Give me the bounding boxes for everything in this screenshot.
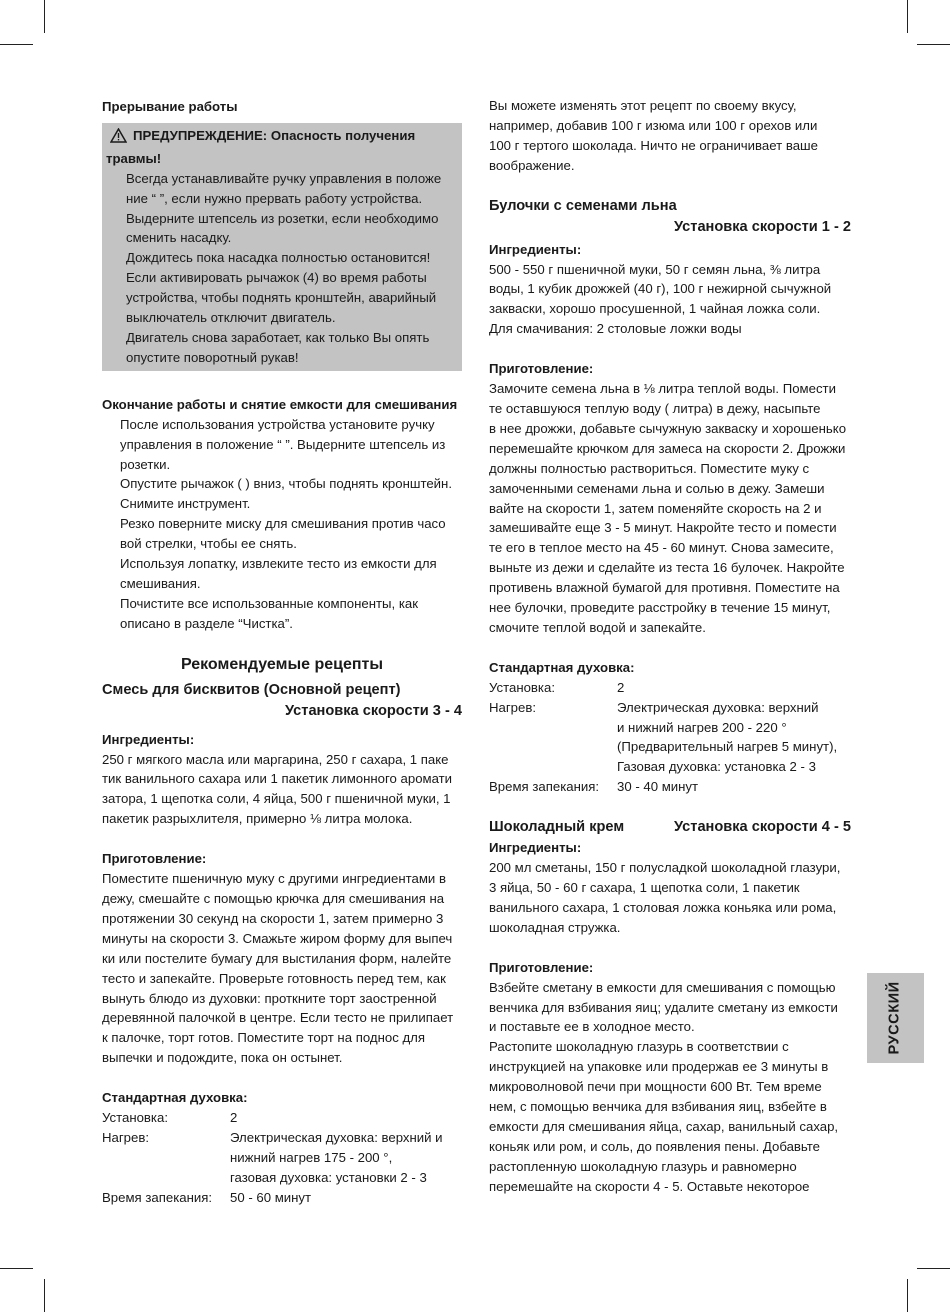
oven-heat-key: Нагрев: xyxy=(102,1129,150,1145)
text-line: 200 мл сметаны, 150 г полусладкой шоколадной глазури, xyxy=(489,860,841,876)
crop-mark xyxy=(917,1268,950,1269)
text-line: Если активировать рычажок (4) во время работы xyxy=(126,270,427,286)
oven-setting-key: Установка: xyxy=(489,679,555,695)
text-line: Резко поверните миску для смешивания против часо xyxy=(120,516,446,532)
flax-preparation xyxy=(489,379,851,638)
text-line: ки или постелите бумагу для выстилания форм, налейте xyxy=(102,950,452,966)
biscuit-preparation xyxy=(102,869,462,1068)
oven-time-row xyxy=(489,777,851,797)
text-line: Двигатель снова заработает, как только Вы опять xyxy=(126,329,430,345)
text-line: Растопите шоколадную глазурь в соответствии с xyxy=(489,1039,789,1055)
crop-mark xyxy=(0,1268,33,1269)
oven-heat-row xyxy=(102,1128,462,1188)
text-line: тесто и запекайте. Проверьте готовность перед тем, как xyxy=(102,970,446,986)
text-line: например, добавив 100 г изюма или 100 г орехов или xyxy=(489,117,818,133)
flax-ingredients-label: Ингредиенты: xyxy=(489,241,582,257)
warning-title-text: ПРЕДУПРЕЖДЕНИЕ: Опасность получения травмы! xyxy=(106,127,416,166)
oven-time-key: Время запекания: xyxy=(489,779,600,795)
text-line: деревянной палочкой в центре. Если тесто не прилипает xyxy=(102,1010,454,1026)
choc-preparation xyxy=(489,978,851,1197)
oven-heat-value xyxy=(617,698,851,778)
choc-title: Шоколадный крем xyxy=(489,819,625,836)
text-line: емкости для смешивания яйца, сахар, ванильный сахар, xyxy=(489,1118,839,1134)
text-line: дежу, смешайте с помощью крючка для смешивания на xyxy=(102,891,445,906)
language-tab xyxy=(867,973,924,1063)
text-line: Взбейте сметану в емкости для смешивания с помощью xyxy=(489,979,836,995)
text-line: смочите теплой водой и запекайте. xyxy=(489,619,706,635)
text-line: воображение. xyxy=(489,157,575,173)
oven-setting-value: 2 xyxy=(230,1110,238,1126)
text-line: После использования устройства установите ручку xyxy=(120,416,435,432)
oven-time-row xyxy=(102,1188,462,1208)
text-line: те оставшуюся теплую воду ( литра) в дежу, насыпьте xyxy=(489,400,821,416)
warning-title xyxy=(106,126,462,169)
text-line: воды, 1 кубик дрожжей (40 г), 100 г нежирной сычужной xyxy=(489,281,832,297)
text-line: и нижний нагрев 200 - 220 ° xyxy=(617,719,787,735)
text-line: должны полностью раствориться. Поместите муку с xyxy=(489,460,810,476)
crop-mark xyxy=(907,0,908,33)
choc-ingredients-label: Ингредиенты: xyxy=(489,840,582,856)
oven-setting-row xyxy=(489,678,851,698)
biscuit-title: Смесь для бисквитов (Основной рецепт) xyxy=(102,681,401,698)
text-line: замешивайте еще 3 - 5 минут. Накройте тесто и помести xyxy=(489,520,837,536)
text-line: перемешайте крючком для замеса на скорости 2. Дрожжи xyxy=(489,440,846,456)
text-line: Поместите пшеничную муку с другими ингредиентами в xyxy=(102,871,446,887)
text-line: смешивания. xyxy=(120,575,201,591)
text-line: растопленную шоколадную глазурь и равномерно xyxy=(489,1158,797,1174)
text-line: вой стрелки, чтобы ее снять. xyxy=(120,536,297,552)
oven-time-value: 50 - 60 минут xyxy=(230,1189,312,1205)
oven-time-key: Время запекания: xyxy=(102,1189,213,1205)
text-line: и поставьте ее в холодное место. xyxy=(489,1019,695,1035)
flax-speed: Установка скорости 1 - 2 xyxy=(674,218,851,235)
text-line: Дождитесь пока насадка полностью остановится! xyxy=(126,250,431,266)
flax-prep-label: Приготовление: xyxy=(489,361,594,377)
text-line: управления в положение “ ”. Выдерните штепсель из xyxy=(120,436,446,452)
text-line: (Предварительный нагрев 5 минут), xyxy=(617,739,838,755)
text-line: Опустите рычажок ( ) вниз, чтобы поднять кронштейн. xyxy=(120,476,452,492)
text-line: Для смачивания: 2 столовые ложки воды xyxy=(489,321,742,337)
text-line: венчика для взбивания яиц; удалите сметану из емкости xyxy=(489,999,838,1015)
crop-mark xyxy=(0,44,33,45)
interrupt-heading: Прерывание работы xyxy=(102,99,238,114)
text-line: 250 г мягкого масла или маргарина, 250 г сахара, 1 паке xyxy=(102,751,449,767)
oven-heat-key: Нагрев: xyxy=(489,699,537,715)
text-line: 100 г тертого шоколада. Ничто не ограничивает ваше xyxy=(489,137,818,153)
text-line: микроволновой печи при мощности 600 Вт. Тем време xyxy=(489,1079,822,1095)
text-line: опустите поворотный рукав! xyxy=(126,349,299,365)
finish-text xyxy=(102,415,462,634)
text-line: протяжении 30 секунд на скорости 1, затем примерно 3 xyxy=(102,910,444,926)
crop-mark xyxy=(907,1279,908,1312)
text-line: в нее дрожжи, добавьте сычужную закваску и хорошенько xyxy=(489,420,847,436)
oven-setting-value: 2 xyxy=(617,679,625,695)
text-line: Почистите все использованные компоненты, как xyxy=(120,595,418,611)
text-line: Выдерните штепсель из розетки, если необходимо xyxy=(126,210,439,226)
text-line: перемешайте на скорости 4 - 5. Оставьте некоторое xyxy=(489,1178,810,1194)
text-line: нем, с помощью венчика для взбивания яиц, взбейте в xyxy=(489,1099,827,1115)
crop-mark xyxy=(44,1279,45,1312)
intro-text xyxy=(489,96,851,176)
text-line: газовая духовка: установки 2 - 3 xyxy=(230,1169,427,1185)
text-line: затора, 1 щепотка соли, 4 яйца, 500 г пшеничной муки, 1 xyxy=(102,791,451,807)
oven-heat-row xyxy=(489,698,851,778)
warning-text xyxy=(106,169,462,368)
text-line: ние “ ”, если нужно прервать работу устройства. xyxy=(126,190,423,206)
text-line: 500 - 550 г пшеничной муки, 50 г семян льна, ⅜ литра xyxy=(489,261,821,277)
text-line: Замочите семена льна в ⅛ литра теплой воды. Помести xyxy=(489,381,836,397)
text-line: 3 яйца, 50 - 60 г сахара, 1 щепотка соли, 1 пакетик xyxy=(489,880,800,895)
flax-ingredients xyxy=(489,260,851,340)
text-line: Снимите инструмент. xyxy=(120,496,251,512)
text-line: ванильного сахара, 1 столовая ложка коньяка или рома, xyxy=(489,899,837,915)
finish-heading: Окончание работы и снятие емкости для смешивания xyxy=(102,396,458,412)
text-line: нижний нагрев 175 - 200 °, xyxy=(230,1149,393,1165)
text-line: выньте из дежи и сделайте из теста 16 булочек. Накройте xyxy=(489,560,845,576)
biscuit-prep-label: Приготовление: xyxy=(102,851,207,867)
flax-title: Булочки с семенами льна xyxy=(489,197,677,214)
text-line: устройства, чтобы поднять кронштейн, аварийный xyxy=(126,290,437,306)
warning-box xyxy=(102,123,462,371)
text-line: Электрическая духовка: верхний xyxy=(617,699,819,715)
text-line: Электрическая духовка: верхний и xyxy=(230,1129,443,1145)
biscuit-ingredients xyxy=(102,750,462,830)
oven-heat-value xyxy=(230,1128,462,1188)
biscuit-oven-label: Стандартная духовка: xyxy=(102,1090,248,1106)
crop-mark xyxy=(44,0,45,33)
choc-prep-label: Приготовление: xyxy=(489,959,594,975)
flax-oven-label: Стандартная духовка: xyxy=(489,659,635,675)
oven-setting-row xyxy=(102,1108,462,1128)
text-line: те его в теплое место на 45 - 60 минут. Снова замесите, xyxy=(489,540,834,556)
text-line: розетки. xyxy=(120,456,171,472)
text-line: описано в разделе “Чистка”. xyxy=(120,615,293,631)
text-line: Вы можете изменять этот рецепт по своему вкусу, xyxy=(489,98,797,113)
text-line: тик ванильного сахара или 1 пакетик лимонного аромати xyxy=(102,771,453,787)
text-line: сменить насадку. xyxy=(126,230,232,246)
choc-speed: Установка скорости 4 - 5 xyxy=(674,819,851,836)
right-column xyxy=(489,96,851,1197)
text-line: нее булочки, проведите расстройку в течение 15 минут, xyxy=(489,600,831,616)
text-line: закваски, хорошо просушенной, 1 чайная ложка соли. xyxy=(489,301,821,317)
biscuit-ingredients-label: Ингредиенты: xyxy=(102,731,195,747)
text-line: вынуть блюдо из духовки: проткните торт заостренной xyxy=(102,990,437,1006)
crop-mark xyxy=(917,44,950,45)
text-line: Всегда устанавливайте ручку управления в положе xyxy=(126,170,442,186)
text-line: к палочке, торт готов. Поместите торт на поднос для xyxy=(102,1030,425,1046)
text-line: инструкцией на упаковке или продержав ее 3 минуты в xyxy=(489,1059,829,1075)
left-column xyxy=(102,96,462,1208)
text-line: Газовая духовка: установка 2 - 3 xyxy=(617,759,816,775)
oven-time-value: 30 - 40 минут xyxy=(617,779,699,795)
oven-setting-key: Установка: xyxy=(102,1110,168,1126)
biscuit-speed: Установка скорости 3 - 4 xyxy=(285,702,462,719)
text-line: пакетик разрыхлителя, примерно ⅛ литра молока. xyxy=(102,811,413,827)
text-line: минуты на скорости 3. Смажьте жиром форму для выпеч xyxy=(102,930,453,946)
text-line: противень влажной бумагой для противня. Поместите на xyxy=(489,580,840,596)
language-tab-label: РУССКИЙ xyxy=(886,981,903,1055)
text-line: замоченными семенами льна и солью в дежу. Замеши xyxy=(489,480,825,496)
text-line: вайте на скорости 1, затем поменяйте скорость на 2 и xyxy=(489,500,822,516)
recipes-heading: Рекомендуемые рецепты xyxy=(180,655,384,673)
text-line: выпечки и подождите, пока он остынет. xyxy=(102,1050,343,1066)
choc-ingredients xyxy=(489,858,851,938)
text-line: шоколадная стружка. xyxy=(489,919,621,935)
text-line: коньяк или ром, и соль, до появления пены. Добавьте xyxy=(489,1138,820,1154)
text-line: выключатель отключит двигатель. xyxy=(126,310,336,326)
warning-triangle-icon xyxy=(110,128,127,149)
choc-title-row xyxy=(489,817,851,838)
text-line: Используя лопатку, извлеките тесто из емкости для xyxy=(120,556,437,572)
